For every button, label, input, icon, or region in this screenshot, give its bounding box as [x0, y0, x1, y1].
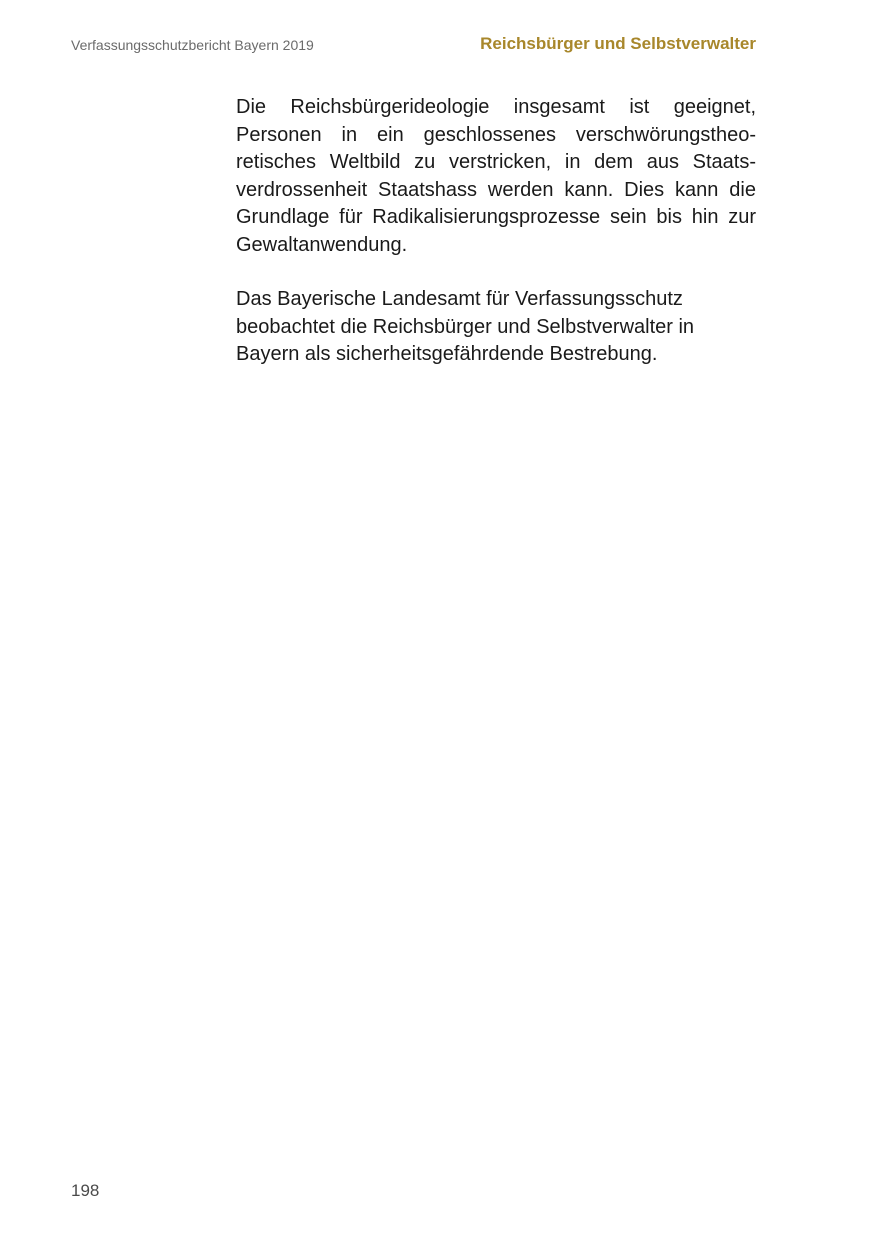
paragraph-1: Die Reichsbürgerideologie insgesamt ist geeignet, Personen in ein geschlossenes verschwörungstheoretisches Weltbild zu verstricken, in dem aus Staatsverdrossenheit Staatshass werden kann. Dies kann die Grundlage für Radikalisierungsprozesse sein bis hin zur Gewaltanwendung.	[236, 96, 756, 256]
running-header-publication: Verfassungsschutzbericht Bayern 2019	[71, 37, 314, 53]
body-text	[236, 94, 756, 369]
paragraph-2: Das Bayerische Landesamt für Verfassungsschutz beobachtet die Reichsbürger und Selbstverwalter in Bayern als sicherheitsgefährdende Bestrebung.	[236, 288, 695, 365]
page-number: 198	[71, 1181, 100, 1200]
running-header-chapter: Reichsbürger und Selbstverwalter	[480, 34, 756, 53]
